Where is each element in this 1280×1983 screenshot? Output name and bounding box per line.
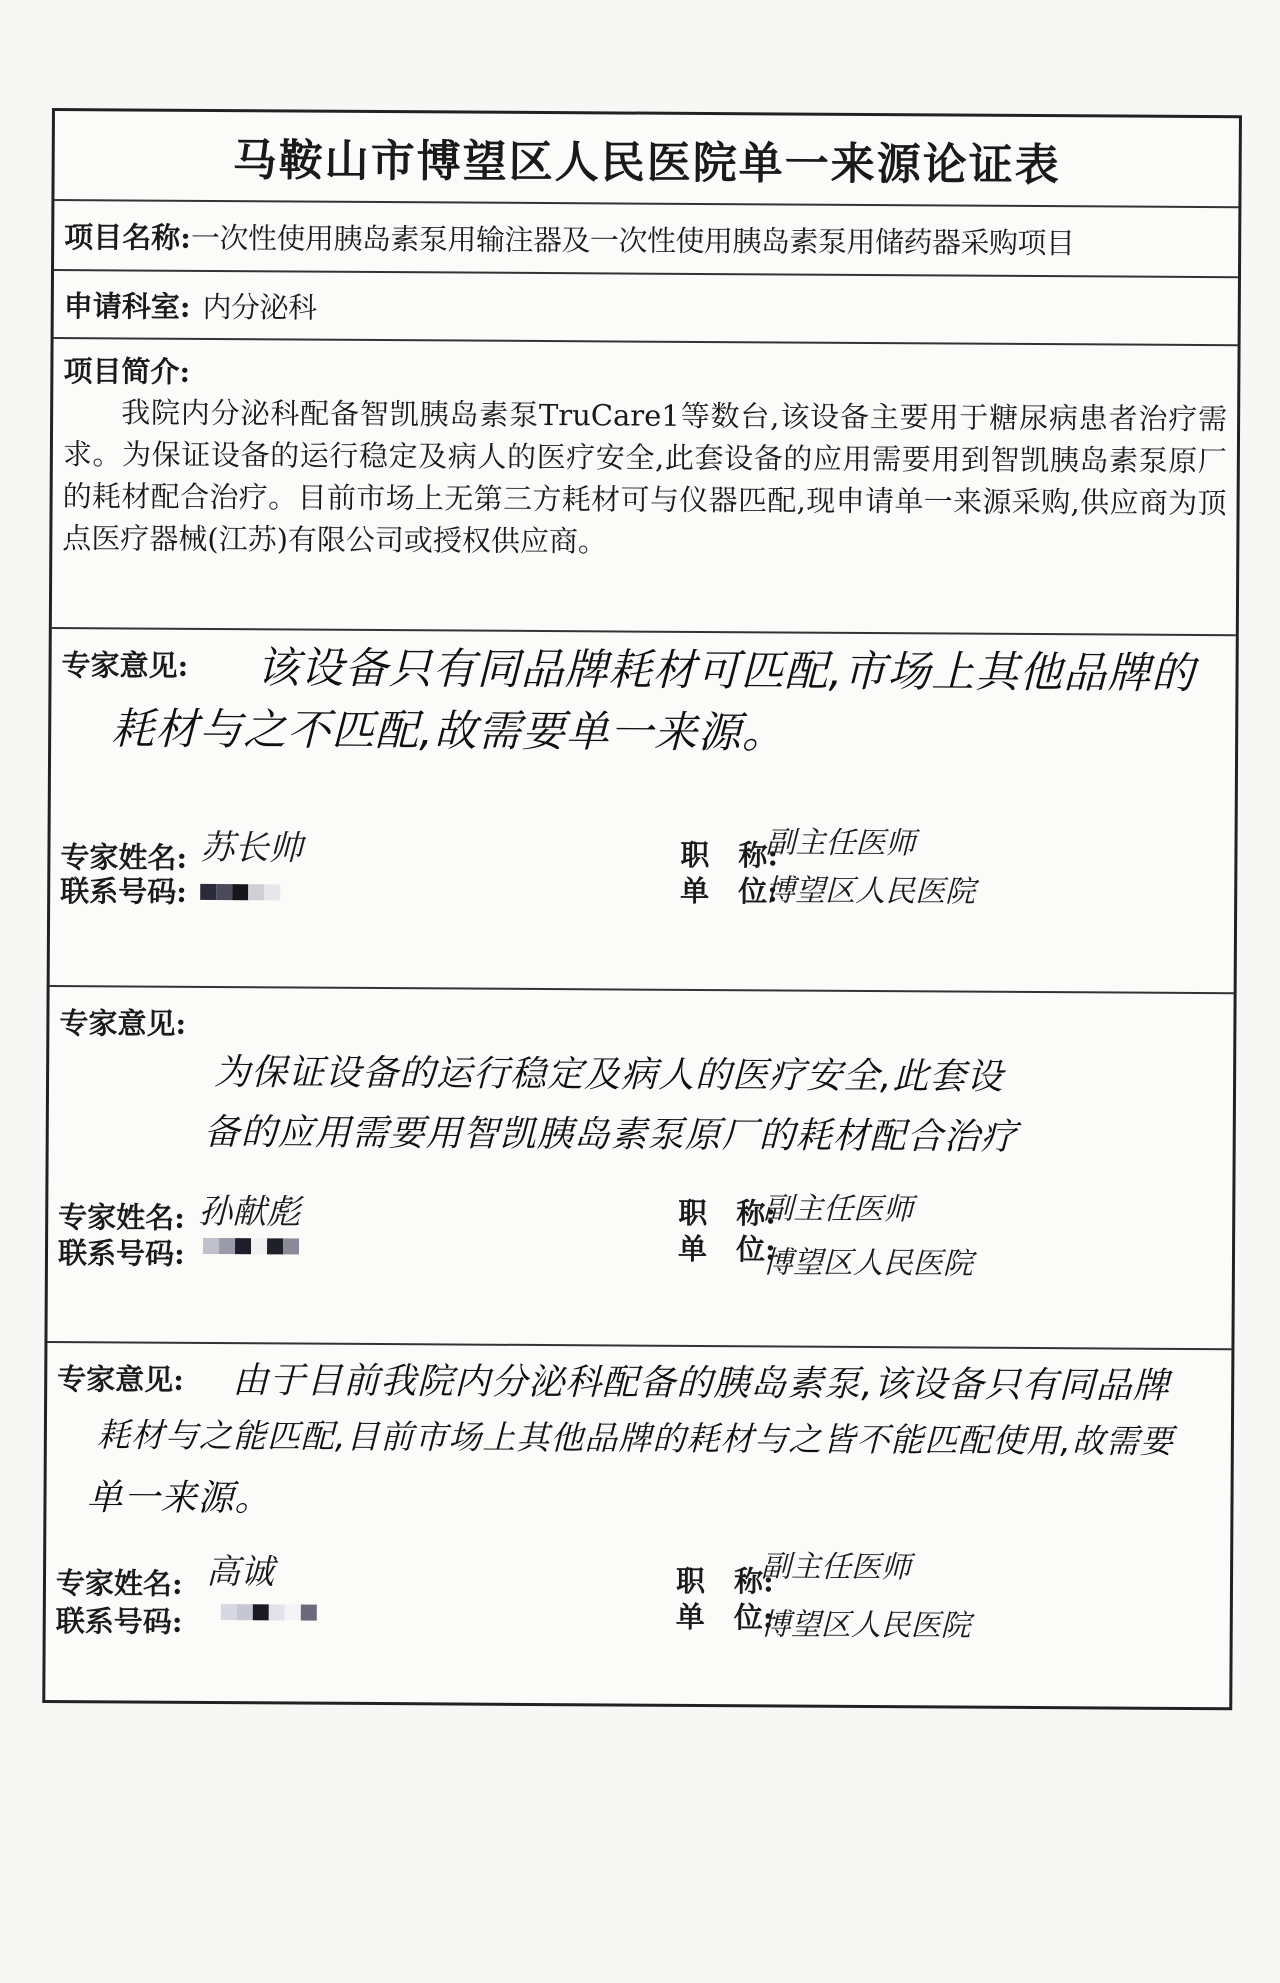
job-title-handwritten: 副主任医师 xyxy=(763,1191,914,1228)
department-value: 内分泌科 xyxy=(202,289,317,325)
expert-name-signature: 孙献彪 xyxy=(198,1191,301,1233)
expert-opinion-1 xyxy=(50,629,1236,994)
job-title-handwritten: 副主任医师 xyxy=(760,1549,912,1586)
handwritten-opinion-line: 单一来源。 xyxy=(86,1477,272,1520)
redacted-phone-number xyxy=(221,1604,317,1621)
phone-label: 联系号码: xyxy=(55,1604,183,1639)
job-title-label: 职 称: xyxy=(680,837,779,873)
expert-opinion-3 xyxy=(45,1343,1231,1713)
expert-name-label: 专家姓名: xyxy=(55,1566,183,1601)
form-title: 马鞍山市博望区人民医院单一来源论证表 xyxy=(232,135,1061,192)
demonstration-form xyxy=(42,108,1242,1710)
job-title-handwritten: 副主任医师 xyxy=(765,825,916,862)
redacted-phone-number xyxy=(200,884,280,900)
handwritten-opinion-line: 由于目前我院内分泌科配备的胰岛素泵,该设备只有同品牌 xyxy=(232,1360,1170,1407)
handwritten-opinion-line: 耗材与之能匹配,目前市场上其他品牌的耗材与之皆不能匹配使用,故需要 xyxy=(96,1415,1174,1461)
project-name-row xyxy=(54,201,1238,278)
project-intro-label: 项目简介: xyxy=(63,354,191,389)
project-intro-text: 我院内分泌科配备智凯胰岛素泵TruCare1等数台,该设备主要用于糖尿病患者治疗需求。为保证设备的运行稳定及病人的医疗安全,此套设备的应用需要用到智凯胰岛素泵原厂的耗材配合治疗。目前市场上无第三方耗材可与仪器匹配,现申请单一来源采购,供应商为顶点医疗器械(江苏)有限公司或授权供应商。 xyxy=(62,395,1228,559)
expert-name-label: 专家姓名: xyxy=(60,840,188,875)
department-label: 申请科室: xyxy=(63,288,191,324)
handwritten-opinion-line: 备的应用需要用智凯胰岛素泵原厂的耗材配合治疗 xyxy=(203,1111,1018,1158)
handwritten-opinion-line: 该设备只有同品牌耗材可匹配,市场上其他品牌的 xyxy=(256,643,1196,699)
unit-label: 单 位: xyxy=(680,873,779,909)
unit-handwritten: 博望区人民医院 xyxy=(765,873,976,910)
project-intro-section xyxy=(52,339,1238,636)
expert-opinion-label: 专家意见: xyxy=(57,1362,185,1397)
unit-handwritten: 博望区人民医院 xyxy=(762,1245,974,1282)
job-title-label: 职 称: xyxy=(678,1195,777,1231)
handwritten-opinion-line: 为保证设备的运行稳定及病人的医疗安全,此套设 xyxy=(213,1052,1004,1098)
project-name-value: 一次性使用胰岛素泵用输注器及一次性使用胰岛素泵用储药器采购项目 xyxy=(190,220,1075,260)
handwritten-opinion-line: 耗材与之不匹配,故需要单一来源。 xyxy=(111,704,787,759)
phone-label: 联系号码: xyxy=(57,1236,185,1271)
expert-opinion-label: 专家意见: xyxy=(61,648,189,683)
project-name-label: 项目名称: xyxy=(64,219,192,255)
expert-name-label: 专家姓名: xyxy=(58,1200,186,1235)
department-row xyxy=(54,271,1238,346)
expert-opinion-label: 专家意见: xyxy=(59,1006,187,1041)
redacted-phone-number xyxy=(203,1238,299,1255)
unit-label: 单 位: xyxy=(675,1599,774,1635)
title-row xyxy=(54,111,1239,208)
expert-name-signature: 苏长帅 xyxy=(200,827,303,869)
expert-name-signature: 高诚 xyxy=(205,1551,275,1593)
unit-handwritten: 博望区人民医院 xyxy=(760,1607,971,1644)
unit-label: 单 位: xyxy=(677,1231,776,1267)
phone-label: 联系号码: xyxy=(60,874,188,909)
expert-opinion-2 xyxy=(47,987,1233,1350)
job-title-label: 职 称: xyxy=(675,1563,774,1599)
